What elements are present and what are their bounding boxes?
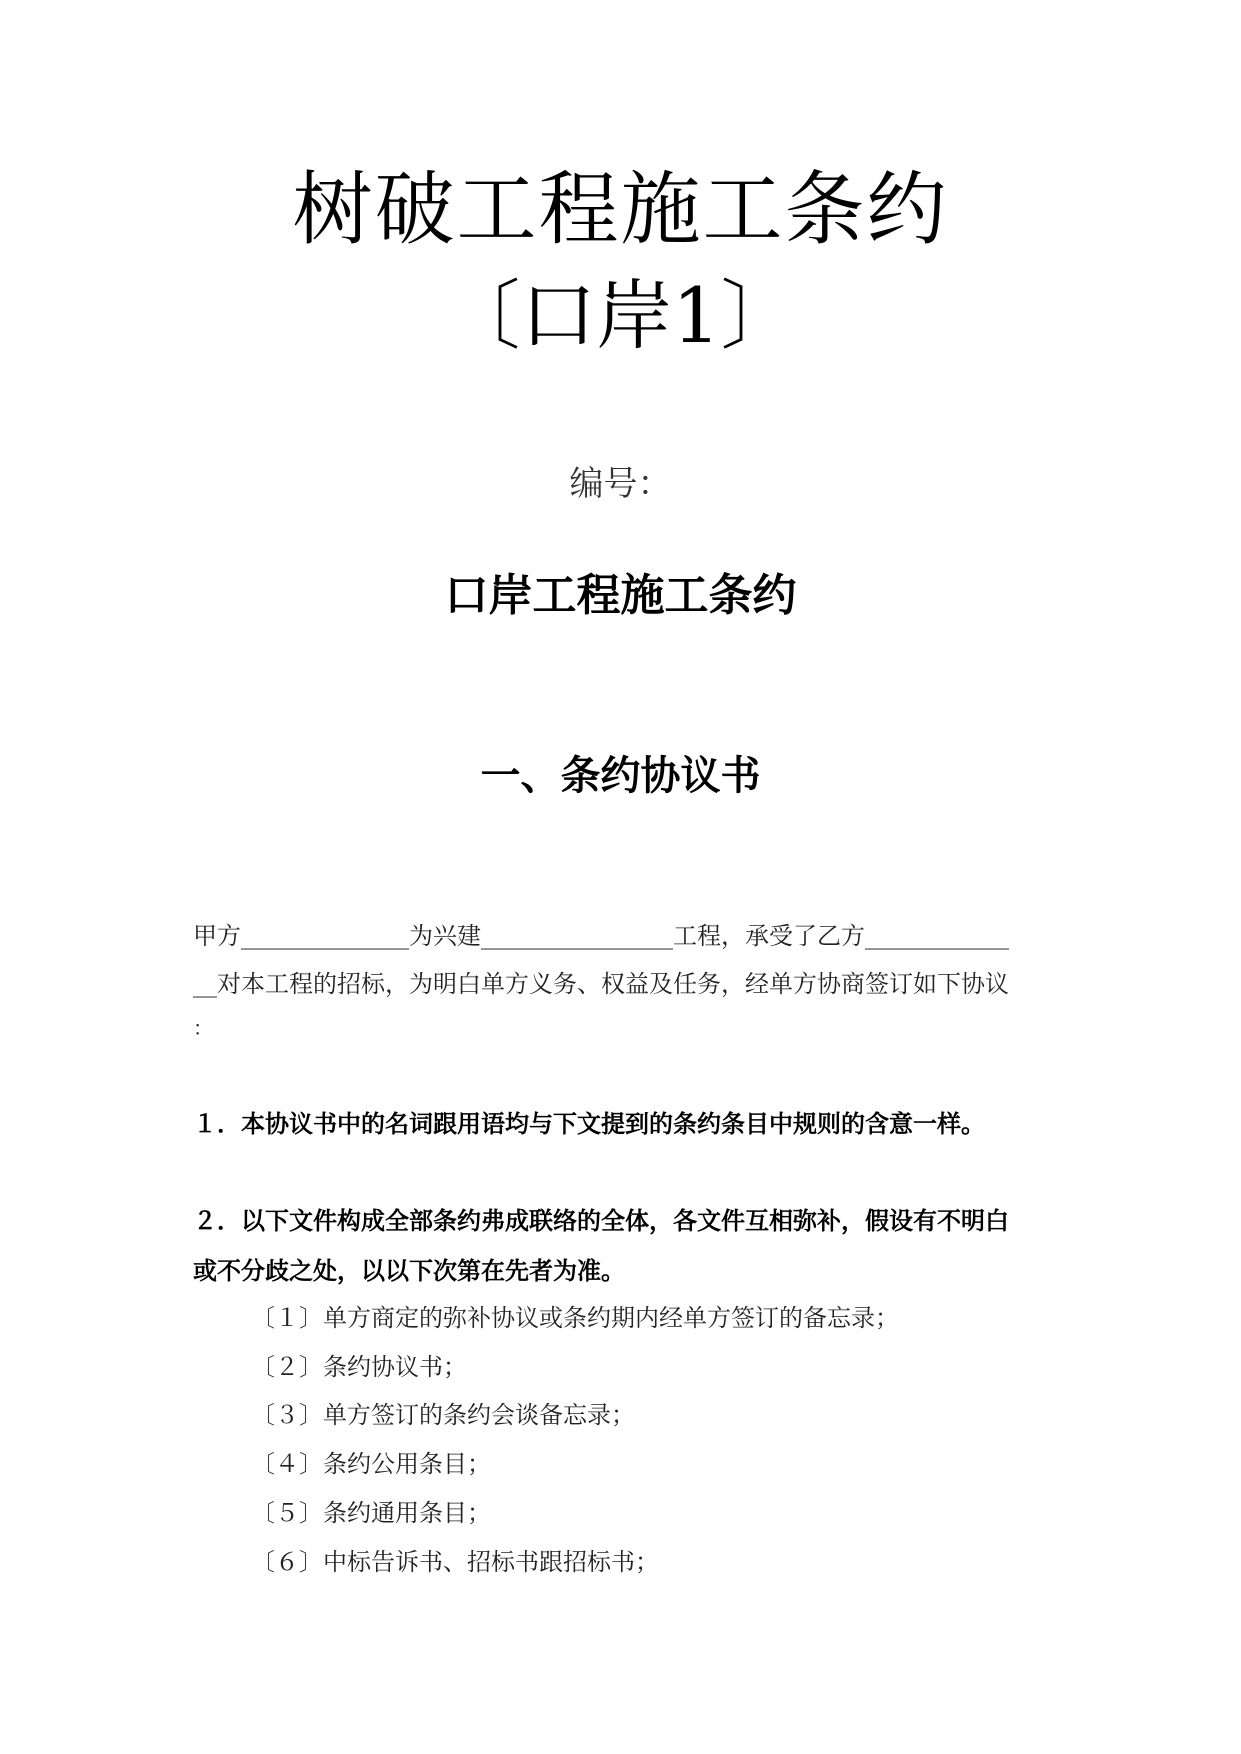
list-item: 〔３〕单方签订的条约会谈备忘录； xyxy=(251,1401,635,1429)
section-heading: 一、条约协议书 xyxy=(480,752,761,799)
intro-paragraph-line-1: 甲方______________为兴建________________工程，承受了乙方____________ xyxy=(193,922,1009,950)
intro-paragraph-line-3: ： xyxy=(193,1016,213,1040)
list-item: 〔５〕条约通用条目； xyxy=(251,1499,491,1527)
list-item: 〔２〕条约协议书； xyxy=(251,1353,467,1381)
contract-title: 口岸工程施工条约 xyxy=(444,570,797,621)
list-item: 〔４〕条约公用条目； xyxy=(251,1450,491,1478)
serial-number-label: 编号： xyxy=(569,464,672,504)
clause-2-line-1: ２．以下文件构成全部条约弗成联络的全体，各文件互相弥补，假设有不明白 xyxy=(193,1206,1009,1235)
list-item: 〔１〕单方商定的弥补协议或条约期内经单方签订的备忘录； xyxy=(251,1304,899,1332)
intro-paragraph-line-2: __对本工程的招标，为明白单方义务、权益及任务，经单方协商签订如下协议 xyxy=(193,970,1009,998)
clause-2-line-2: 或不分歧之处，以以下次第在先者为准。 xyxy=(193,1256,625,1285)
list-item: 〔６〕中标告诉书、招标书跟招标书； xyxy=(251,1548,659,1576)
document-subtitle: 〔口岸1〕 xyxy=(444,271,797,360)
clause-1: １．本协议书中的名词跟用语均与下文提到的条约条目中规则的含意一样。 xyxy=(193,1109,985,1138)
document-title: 树破工程施工条约 xyxy=(292,163,949,256)
